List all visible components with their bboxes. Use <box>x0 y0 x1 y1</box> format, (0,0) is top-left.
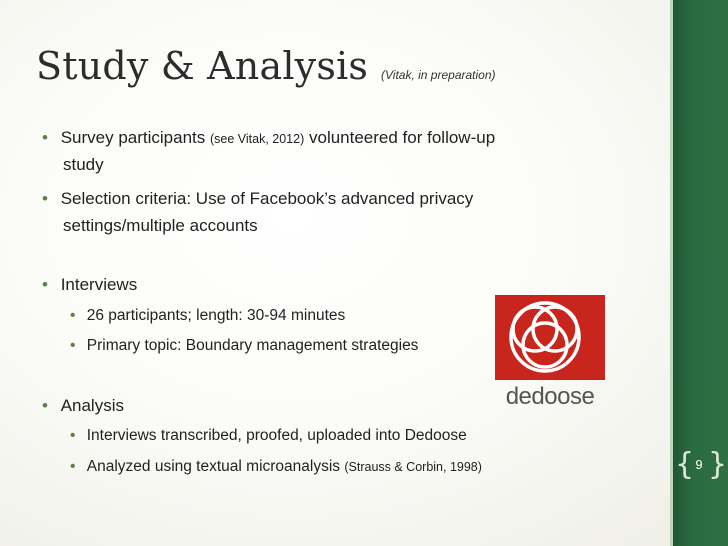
bullet-dot: • <box>42 396 48 415</box>
bullet-dot: • <box>70 427 76 444</box>
bullet-survey-participants: • Survey participants (see Vitak, 2012) volunteered for follow-up <box>42 128 496 147</box>
bullet-interviews: • Interviews <box>42 275 138 294</box>
dedoose-wordmark: dedoose <box>505 383 595 410</box>
bullet-analysis: • Analysis <box>42 396 124 415</box>
dedoose-logo-icon <box>495 295 605 380</box>
subbullet-primary-topic: • Primary topic: Boundary management strategies <box>70 337 419 354</box>
bullet-dot: • <box>70 458 76 475</box>
bullet-dot: • <box>70 337 76 354</box>
page-number-right-brace: } <box>708 447 728 482</box>
subbullet-participants: • 26 participants; length: 30-94 minutes <box>70 307 346 324</box>
page-number-left-brace: { <box>675 447 695 482</box>
dedoose-logo <box>495 295 605 413</box>
slide-number: 9 <box>695 457 703 472</box>
subbullet-microanalysis: • Analyzed using textual microanalysis (Strauss & Corbin, 1998) <box>70 458 482 475</box>
bullet-dot: • <box>42 128 48 147</box>
bullet-dot: • <box>42 275 48 294</box>
bullet-selection-criteria: • Selection criteria: Use of Facebook’s advanced privacy <box>42 189 474 208</box>
subbullet-transcribed: • Interviews transcribed, proofed, uploaded into Dedoose <box>70 427 467 444</box>
title-citation: (Vitak, in preparation) <box>381 68 496 82</box>
bullet-survey-participants-cont: study <box>63 155 104 174</box>
bullet-selection-criteria-cont: settings/multiple accounts <box>63 216 258 235</box>
bullet-dot: • <box>42 189 48 208</box>
slide-title: Study & Analysis <box>36 44 369 88</box>
bullet-dot: • <box>70 307 76 324</box>
